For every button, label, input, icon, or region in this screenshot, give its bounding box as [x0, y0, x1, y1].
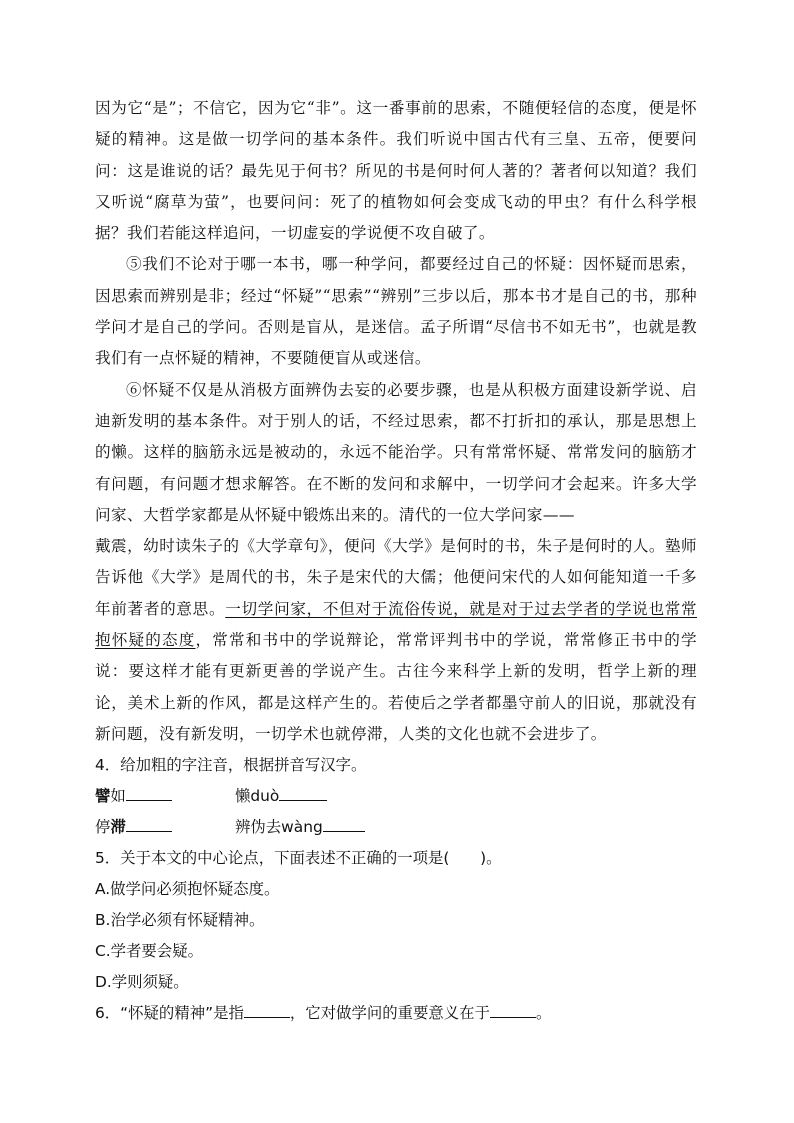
passage-paragraph-6b	[95, 531, 697, 750]
passage-paragraph-6a: ⑥怀疑不仅是从消极方面辨伪去妄的必要步骤，也是从积极方面建设新学说、启迪新发明的基本条件。对于别人的话，不经过思索，都不打折扣的承认，那是思想上的懒。这样的脑筋永远是被动的，永远不能治学。只有常常怀疑、常常发问的脑筋才有问题，有问题才想求解答。在不断的发问和求解中，一切学问才会起来。许多大学问家、大哲学家都是从怀疑中锻炼出来的。清代的一位大学问家——	[95, 380, 697, 524]
question-5-title: 5．关于本文的中心论点，下面表述不正确的一项是( )。	[95, 849, 502, 868]
underlined-sentence: 一切学问家，不但对于流俗传说，就是对于过去学者的学说也常常抱怀疑的态度	[95, 599, 698, 650]
answer-blank[interactable]	[244, 1003, 290, 1018]
item-text: 停	[95, 818, 111, 837]
question-6-prefix: 6．“怀疑的精神”是指	[95, 1004, 244, 1023]
answer-blank[interactable]	[279, 786, 327, 801]
question-4-item-3	[95, 812, 235, 843]
question-5-option-c[interactable]: C.学者要会疑。	[95, 942, 203, 961]
passage-paragraph-6b-text: 戴震，幼时读朱子的《大学章句》，便问《大学》是何时的书，朱子是何时的人。塾师告诉他《大学》是周代的书，朱子是宋代的大儒；他便问宋代的人如何能知道一千多年前著者的意思。	[95, 537, 697, 618]
item-text: 如	[110, 787, 126, 806]
question-5-option-a[interactable]: A.做学问必须抱怀疑态度。	[95, 880, 280, 899]
answer-blank[interactable]	[126, 817, 172, 832]
bold-char: 譬	[95, 787, 111, 806]
answer-blank[interactable]	[126, 786, 172, 801]
passage-paragraph-5: ⑤我们不论对于哪一本书，哪一种学问，都要经过自己的怀疑：因怀疑而思索，因思索而辨别是非；经过“怀疑”“思索”“辨别”三步以后，那本书才是自己的书，那种学问才是自己的学问。否则是盲从，是迷信。孟子所谓“尽信书不如无书”，也就是教我们有一点怀疑的精神，不要随便盲从或迷信。	[95, 255, 697, 368]
question-5-option-b[interactable]: B.治学必须有怀疑精神。	[95, 911, 265, 930]
question-4-item-2	[235, 781, 327, 812]
passage-paragraph-1: 因为它“是”；不信它，因为它“非”。这一番事前的思索，不随便轻信的态度，便是怀疑的精神。这是做一切学问的基本条件。我们听说中国古代有三皇、五帝，便要问问：这是谁说的话？最先见于何书？所见的书是何时何人著的？著者何以知道？我们又听说“腐草为萤”，也要问问：死了的植物如何会变成飞动的甲虫？有什么科学根据？我们若能这样追问，一切虚妄的学说便不攻自破了。	[95, 99, 697, 243]
question-4-row-2	[95, 812, 697, 843]
item-text: 懒duò	[235, 787, 280, 806]
question-6-middle: ，它对做学问的重要意义在于	[289, 1004, 490, 1023]
passage-paragraph-6c-text: ，常常和书中的学说辩论，常常评判书中的学说，常常修正书中的学说：要这样才能有更新更善的学说产生。古往今来科学上新的发明，哲学上新的理论，美术上新的作风，都是这样产生的。若使后之学者都墨守前人的旧说，那就没有新问题，没有新发明，一切学术也就停滞，人类的文化也就不会进步了。	[95, 631, 697, 743]
question-6	[95, 998, 697, 1029]
answer-blank[interactable]	[323, 817, 365, 832]
questions-section	[95, 750, 697, 1029]
question-4-item-1	[95, 781, 235, 812]
question-6-suffix: 。	[535, 1004, 552, 1023]
question-4-row-1	[95, 781, 697, 812]
answer-blank[interactable]	[490, 1003, 536, 1018]
item-text: 辨伪去wàng	[235, 818, 323, 837]
question-4-title: 4．给加粗的字注音，根据拼音写汉字。	[95, 756, 367, 775]
bold-char: 滞	[110, 818, 126, 837]
document-page	[95, 93, 697, 1029]
question-5-option-d[interactable]: D.学则须疑。	[95, 973, 189, 992]
question-4-item-4	[235, 812, 365, 843]
